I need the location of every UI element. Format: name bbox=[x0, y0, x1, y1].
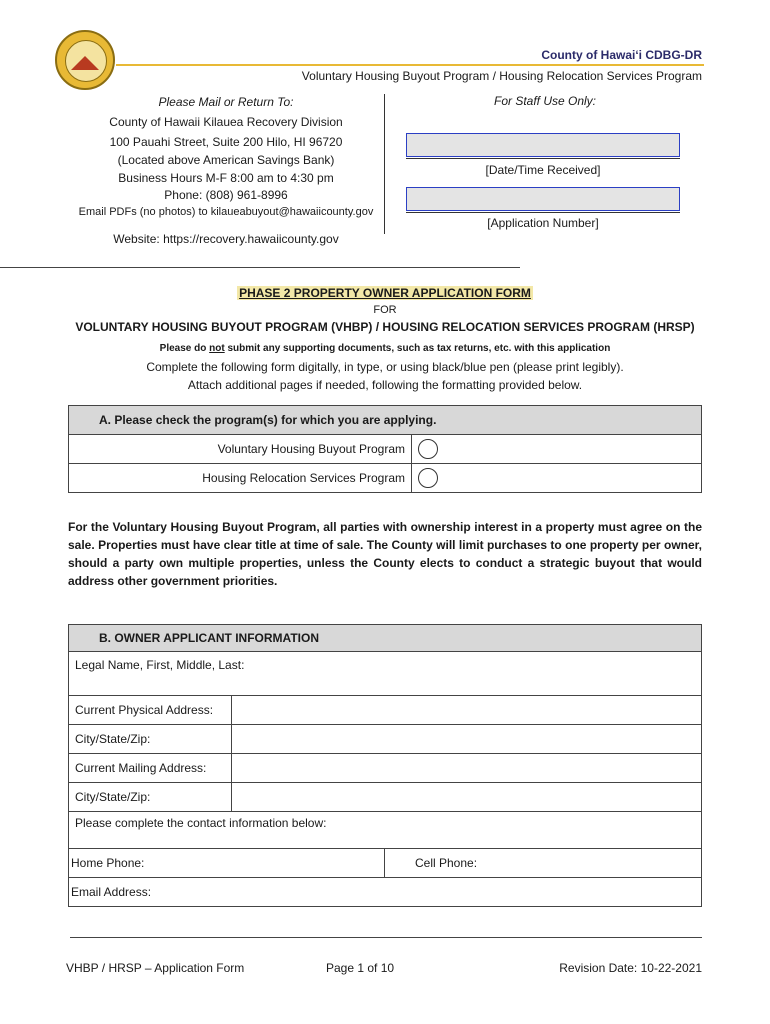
mail-line: County of Hawaii Kilauea Recovery Division bbox=[109, 115, 343, 129]
mail-line: Business Hours M-F 8:00 am to 4:30 pm bbox=[118, 171, 334, 185]
mail-line: Phone: (808) 961-8996 bbox=[164, 188, 288, 202]
instructions-1: Complete the following form digitally, in type, or using black/blue pen (please print legibly). bbox=[146, 360, 624, 374]
contact-instruction: Please complete the contact information below: bbox=[69, 812, 702, 849]
county-seal-logo bbox=[55, 30, 115, 90]
date-received-field[interactable] bbox=[406, 133, 680, 157]
vhbp-radio[interactable] bbox=[418, 439, 438, 459]
form-title bbox=[0, 286, 770, 300]
date-received-label: [Date/Time Received] bbox=[485, 163, 601, 177]
program-subtitle: Voluntary Housing Buyout Program / Housing Relocation Services Program bbox=[301, 69, 702, 83]
city-state-zip-input[interactable] bbox=[232, 725, 702, 754]
mail-email-line: Email PDFs (no photos) to kilaueabuyout@hawaiicounty.gov bbox=[78, 206, 374, 218]
footer-page-number: Page 1 of 10 bbox=[326, 961, 395, 975]
section-b-heading: B. OWNER APPLICANT INFORMATION bbox=[69, 625, 702, 652]
program-option-cell bbox=[412, 435, 702, 464]
hrsp-radio[interactable] bbox=[418, 468, 438, 488]
date-line bbox=[406, 158, 680, 159]
city-state-zip-input[interactable] bbox=[232, 783, 702, 812]
note-not: not bbox=[209, 343, 225, 354]
header-rule bbox=[116, 64, 704, 66]
note-text: submit any supporting documents, such as tax returns, etc. with this application bbox=[224, 343, 611, 354]
application-number-label: [Application Number] bbox=[487, 216, 599, 230]
mailing-address-input[interactable] bbox=[232, 754, 702, 783]
app-line bbox=[406, 212, 680, 213]
instructions-2: Attach additional pages if needed, following the formatting provided below. bbox=[187, 378, 583, 392]
column-divider bbox=[384, 94, 385, 234]
physical-address-input[interactable] bbox=[232, 696, 702, 725]
mailing-address-label: Current Mailing Address: bbox=[69, 754, 232, 783]
ownership-paragraph: For the Voluntary Housing Buyout Program, all parties with ownership interest in a property must agree on the sale. Properties must have clear title at time of sale. The County will limit purchases to one property per owner, should a party own multiple properties, unless the County elects to conduct a strategic buyout that would address other government priorities. bbox=[68, 520, 702, 588]
section-a-heading: A. Please check the program(s) for which you are applying. bbox=[69, 406, 702, 435]
city-state-zip-label: City/State/Zip: bbox=[69, 783, 232, 812]
section-a-table bbox=[68, 405, 702, 493]
program-option-cell bbox=[412, 464, 702, 493]
footer-revision-date: Revision Date: 10-22-2021 bbox=[559, 961, 702, 975]
footer-form-name: VHBP / HRSP – Application Form bbox=[66, 961, 245, 975]
horizontal-rule bbox=[0, 267, 520, 268]
program-option-label: Voluntary Housing Buyout Program bbox=[69, 435, 412, 464]
mail-line: 100 Pauahi Street, Suite 200 Hilo, HI 96720 bbox=[109, 135, 343, 149]
home-phone-field[interactable]: Home Phone: bbox=[69, 849, 385, 878]
mail-line: (Located above American Savings Bank) bbox=[117, 153, 335, 167]
programs-title: VOLUNTARY HOUSING BUYOUT PROGRAM (VHBP) / HOUSING RELOCATION SERVICES PROGRAM (HRSP) bbox=[75, 320, 695, 334]
city-state-zip-label: City/State/Zip: bbox=[69, 725, 232, 754]
website-line: Website: https://recovery.hawaiicounty.gov bbox=[113, 232, 339, 246]
mail-address-block bbox=[66, 92, 386, 222]
cell-phone-field[interactable]: Cell Phone: bbox=[385, 849, 702, 878]
form-title-text: PHASE 2 PROPERTY OWNER APPLICATION FORM bbox=[239, 286, 531, 300]
application-number-field[interactable] bbox=[406, 187, 680, 211]
org-title: County of Hawaiʻi CDBG-DR bbox=[541, 48, 702, 62]
program-option-label: Housing Relocation Services Program bbox=[69, 464, 412, 493]
staff-heading: For Staff Use Only: bbox=[493, 94, 597, 108]
email-field[interactable]: Email Address: bbox=[69, 878, 702, 907]
section-b-table bbox=[68, 624, 702, 907]
mail-heading: Please Mail or Return To: bbox=[158, 95, 294, 109]
legal-name-field[interactable]: Legal Name, First, Middle, Last: bbox=[69, 652, 702, 696]
no-docs-note bbox=[0, 343, 770, 354]
for-label: FOR bbox=[373, 304, 397, 316]
footer-rule bbox=[70, 937, 702, 938]
physical-address-label: Current Physical Address: bbox=[69, 696, 232, 725]
note-text: Please do bbox=[159, 343, 210, 354]
